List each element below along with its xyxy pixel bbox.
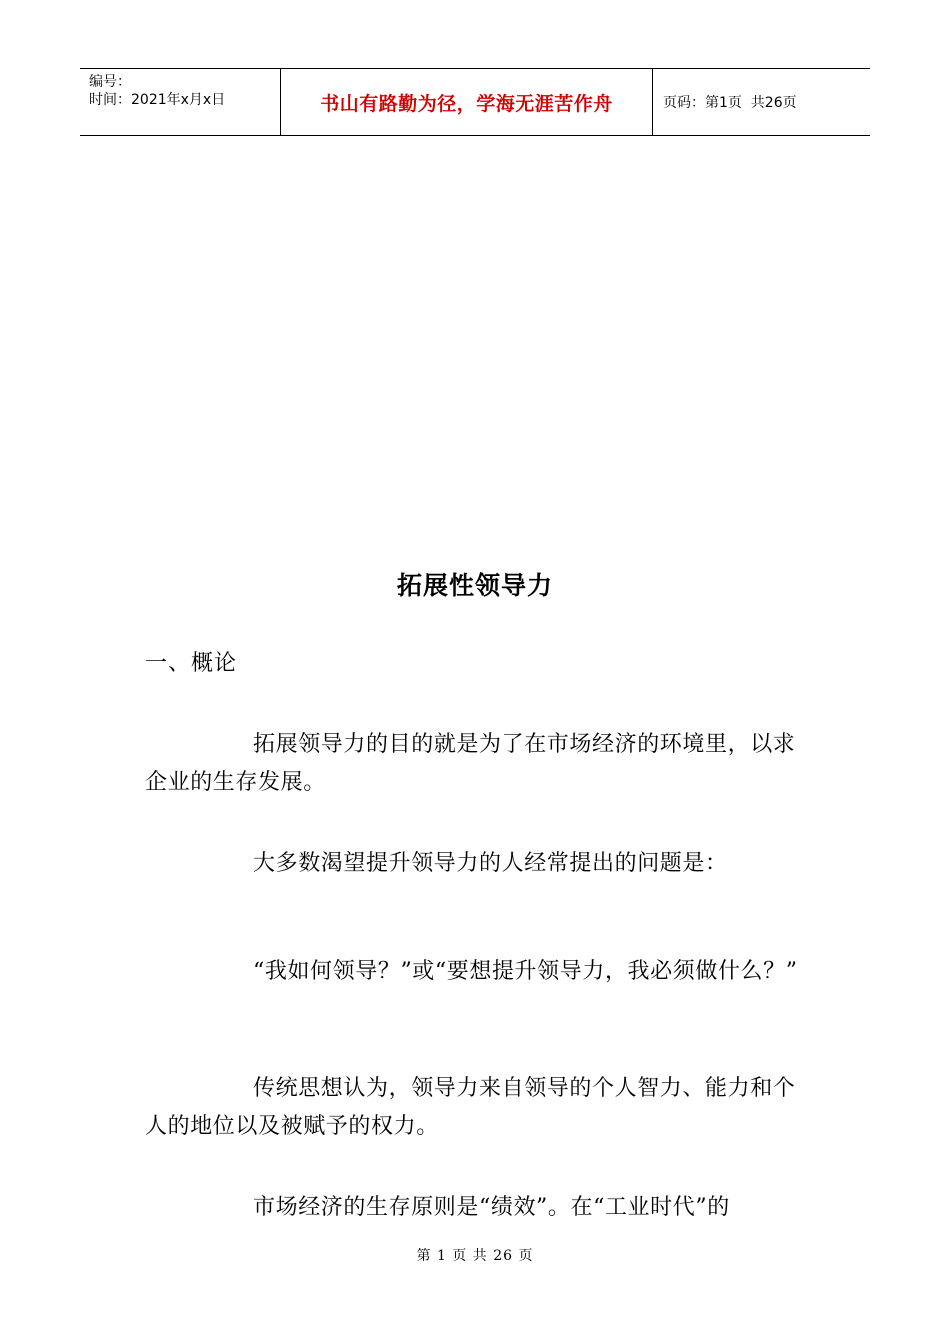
- document-number-label: 编号：: [89, 74, 131, 90]
- paragraph-4: 传统思想认为，领导力来自领导的个人智力、能力和个人的地位以及被赋予的权力。: [145, 1076, 796, 1139]
- document-title: 拓展性领导力: [396, 571, 553, 600]
- paragraph-3: “我如何领导？”或“要想提升领导力，我必须做什么？”: [253, 959, 798, 984]
- paragraph-1: 拓展领导力的目的就是为了在市场经济的环境里，以求企业的生存发展。: [145, 732, 796, 795]
- paragraph-2: 大多数渴望提升领导力的人经常提出的问题是：: [253, 851, 728, 876]
- paragraph-5: 市场经济的生存原则是“绩效”。在“工业时代”的: [253, 1195, 730, 1220]
- header-motto: 书山有路勤为径，学海无涯苦作舟: [281, 69, 653, 135]
- header-meta-cell: [80, 69, 281, 135]
- header-table: [80, 68, 870, 136]
- page-footer: 第 1 页 共 26 页: [416, 1248, 534, 1264]
- header-page-info: 页码：第1页 共26页: [663, 95, 797, 111]
- section-heading: 一、概论: [145, 651, 238, 676]
- header-page-info-cell: [653, 69, 870, 135]
- document-time-label: 时间：2021年x月x日: [89, 92, 226, 108]
